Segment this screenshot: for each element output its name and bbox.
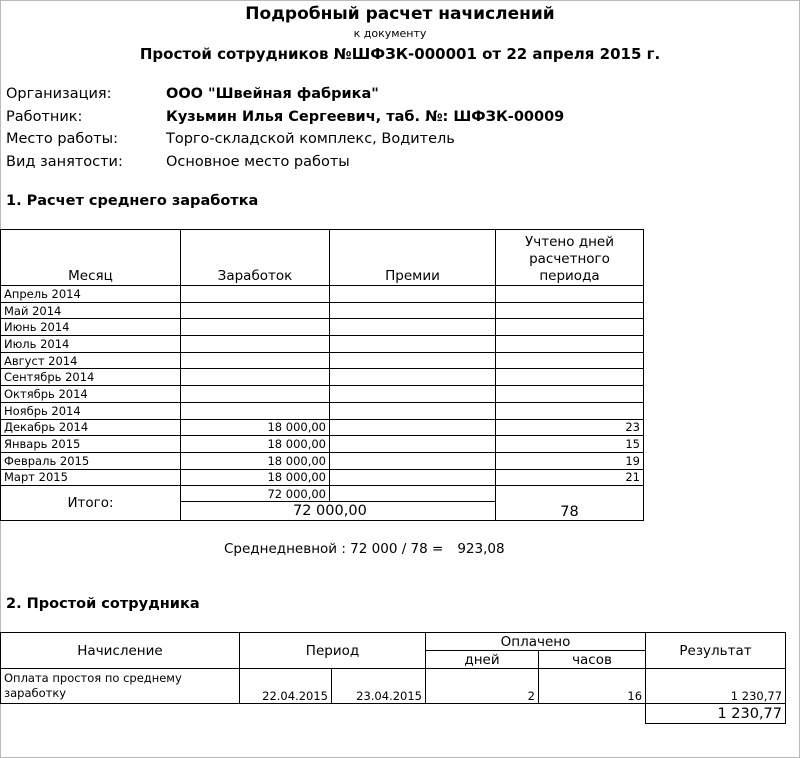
row-month-cell: Январь 2015 (1, 436, 181, 453)
col-earnings-header: Заработок (181, 230, 330, 286)
col-bonuses-header: Премии (330, 230, 496, 286)
paid-hours: 16 (539, 669, 646, 704)
row-earnings-cell (181, 352, 330, 369)
table-row (1, 336, 644, 353)
total-bonuses (330, 486, 496, 502)
total-earnings: 72 000,00 (181, 486, 330, 502)
col-period-header: Период (240, 633, 426, 669)
row-earnings-cell (181, 369, 330, 386)
row-earnings-cell (181, 319, 330, 336)
total-days: 78 (496, 486, 644, 521)
row-earnings-cell (181, 402, 330, 419)
average-daily (224, 541, 505, 557)
downtime-table (0, 632, 786, 724)
row-bonuses-cell (330, 319, 496, 336)
employment-label: Вид занятости: (6, 154, 123, 170)
row-bonuses-cell (330, 286, 496, 303)
section2-total: 1 230,77 (646, 704, 786, 724)
row-earnings-cell: 18 000,00 (181, 419, 330, 436)
row-bonuses-cell (330, 352, 496, 369)
table-row (1, 369, 644, 386)
row-days-cell (496, 286, 644, 303)
org-value: ООО "Швейная фабрика" (166, 86, 379, 102)
row-bonuses-cell (330, 302, 496, 319)
report-title: Подробный расчет начислений (245, 4, 555, 24)
paid-days: 2 (426, 669, 539, 704)
table-row (1, 302, 644, 319)
col-paid-header: Оплачено (426, 633, 646, 651)
report-subtitle: к документу (353, 27, 427, 40)
col-accrual-header: Начисление (1, 633, 240, 669)
row-days-cell (496, 319, 644, 336)
period-to: 23.04.2015 (332, 669, 426, 704)
period-from: 22.04.2015 (240, 669, 332, 704)
document-reference: Простой сотрудников №ШФЗК-000001 от 22 апреля 2015 г. (139, 45, 661, 63)
grand-total: 72 000,00 (181, 502, 496, 521)
row-bonuses-cell (330, 469, 496, 486)
row-month-cell: Октябрь 2014 (1, 386, 181, 403)
row-days-cell (496, 352, 644, 369)
row-month-cell: Апрель 2014 (1, 286, 181, 303)
row-earnings-cell: 18 000,00 (181, 452, 330, 469)
row-month-cell: Сентябрь 2014 (1, 369, 181, 386)
row-days-cell: 19 (496, 452, 644, 469)
row-bonuses-cell (330, 452, 496, 469)
row-earnings-cell (181, 336, 330, 353)
row-bonuses-cell (330, 436, 496, 453)
table-row (1, 469, 644, 486)
row-days-cell (496, 402, 644, 419)
total-spacer (1, 704, 646, 724)
earnings-table (0, 229, 644, 521)
table-row (1, 286, 644, 303)
row-earnings-cell: 18 000,00 (181, 436, 330, 453)
row-month-cell: Март 2015 (1, 469, 181, 486)
row-days-cell (496, 369, 644, 386)
col-days-header: Учтено дней расчетного периода (496, 230, 644, 286)
row-earnings-cell (181, 286, 330, 303)
table-row (1, 319, 644, 336)
row-bonuses-cell (330, 402, 496, 419)
row-days-cell (496, 302, 644, 319)
workplace-label: Место работы: (6, 131, 119, 147)
total-label: Итого: (1, 486, 181, 521)
row-result: 1 230,77 (646, 669, 786, 704)
row-month-cell: Август 2014 (1, 352, 181, 369)
employment-value: Основное место работы (166, 154, 350, 170)
row-month-cell: Февраль 2015 (1, 452, 181, 469)
row-earnings-cell (181, 386, 330, 403)
row-month-cell: Июль 2014 (1, 336, 181, 353)
row-days-cell (496, 336, 644, 353)
col-hours-header: часов (539, 651, 646, 669)
section1-title: 1. Расчет среднего заработка (6, 193, 259, 209)
row-month-cell: Июнь 2014 (1, 319, 181, 336)
row-month-cell: Май 2014 (1, 302, 181, 319)
table-row (1, 436, 644, 453)
row-days-cell: 21 (496, 469, 644, 486)
row-bonuses-cell (330, 419, 496, 436)
table-row (1, 402, 644, 419)
average-formula: Среднедневной : 72 000 / 78 = (224, 541, 444, 557)
org-label: Организация: (6, 86, 112, 102)
row-days-cell (496, 386, 644, 403)
table-row (1, 452, 644, 469)
row-month-cell: Декабрь 2014 (1, 419, 181, 436)
col-month-header: Месяц (1, 230, 181, 286)
row-earnings-cell (181, 302, 330, 319)
row-days-cell: 23 (496, 419, 644, 436)
table-row (1, 419, 644, 436)
earnings-rows (1, 286, 644, 486)
section2-title: 2. Простой сотрудника (6, 596, 200, 612)
col-days-header: дней (426, 651, 539, 669)
row-bonuses-cell (330, 369, 496, 386)
employee-label: Работник: (6, 109, 83, 125)
average-result: 923,08 (457, 541, 505, 557)
col-result-header: Результат (646, 633, 786, 669)
row-bonuses-cell (330, 336, 496, 353)
table-row (1, 352, 644, 369)
row-earnings-cell: 18 000,00 (181, 469, 330, 486)
workplace-value: Торго-складской комплекс, Водитель (166, 131, 455, 147)
row-bonuses-cell (330, 386, 496, 403)
table-row (1, 386, 644, 403)
row-days-cell: 15 (496, 436, 644, 453)
accrual-cell: Оплата простоя по среднему заработку (1, 669, 240, 704)
employee-value: Кузьмин Илья Сергеевич, таб. №: ШФЗК-00009 (166, 109, 565, 125)
row-month-cell: Ноябрь 2014 (1, 402, 181, 419)
